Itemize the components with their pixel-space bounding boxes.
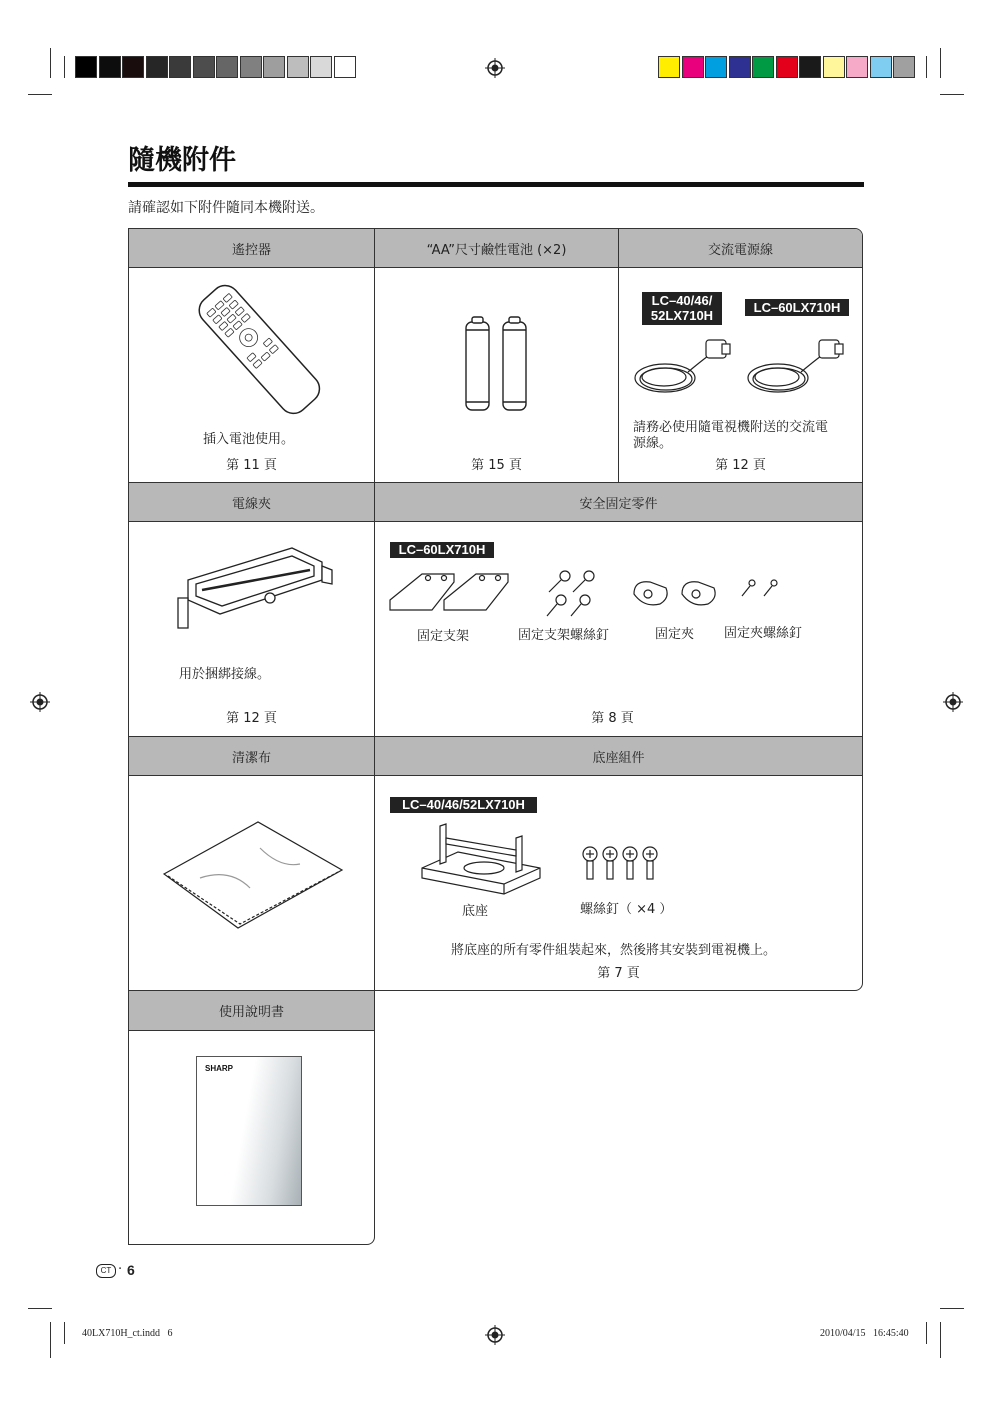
color-swatch [729,56,751,78]
clip-screw-label: 固定夾螺絲釘 [724,626,803,641]
page-number-sep: · [118,1262,123,1277]
clip-label: 固定夾 [655,627,695,642]
model-tag: LC–60LX710H [390,542,494,558]
header-safety-parts: 安全固定零件 [375,483,862,522]
color-swatch [122,56,144,78]
remote-note: 插入電池使用。 [203,432,295,447]
color-swatch [705,56,727,78]
crop-mark [940,1308,964,1309]
fixing-clip-image [630,574,720,610]
screw-icon [543,568,599,620]
crop-mark [64,1322,65,1344]
color-swatch [752,56,774,78]
page-number: 6 [127,1262,135,1278]
bracket-image [388,568,512,614]
bracket-screw-label: 固定支架螺絲釘 [518,628,610,643]
bracket-label: 固定支架 [417,629,470,644]
crop-mark [50,48,51,78]
crop-mark [926,56,927,78]
footer-filename: 40LX710H_ct.indd 6 [82,1328,173,1339]
header-manual: 使用說明書 [129,991,374,1031]
stand-image [418,818,544,898]
battery-image [462,316,532,412]
color-swatch [263,56,285,78]
model-tag: LC–40/46/ 52LX710H [642,292,722,325]
color-swatch [310,56,332,78]
manual-image [196,1056,302,1206]
color-swatch [870,56,892,78]
brand-logo: SHARP [205,1064,234,1073]
page-title: 隨機附件 [128,145,236,176]
stand-note: 將底座的所有零件組裝起來，然後將其安裝到電視機上。 [451,943,777,958]
registration-mark-icon [943,692,963,712]
color-swatch [334,56,356,78]
color-swatch [240,56,262,78]
crop-mark [50,1322,51,1358]
remote-control-image [188,278,328,418]
cleaning-cloth-image [160,818,346,934]
stand-page-ref: 第 7 頁 [597,966,640,981]
divider [374,229,375,482]
intro-text: 請確認如下附件隨同本機附送。 [128,200,324,216]
stand-screw-label: 螺絲釘（ ×4 ） [580,902,673,917]
color-swatch [823,56,845,78]
crop-mark [28,94,52,95]
color-swatch [682,56,704,78]
registration-mark-icon [485,58,505,78]
registration-mark-icon [485,1325,505,1345]
header-stand: 底座組件 [375,737,862,776]
language-badge: CT [96,1264,116,1278]
crop-mark [940,1322,941,1358]
power-cord-icon [743,332,848,402]
ac-cord-note: 請務必使用隨電視機附送的交流電 [633,420,829,435]
power-cord-icon [630,332,735,402]
divider [618,229,619,482]
stand-label: 底座 [462,904,489,919]
ac-cord-page-ref: 第 12 頁 [715,458,766,473]
registration-mark-icon [30,692,50,712]
color-swatch [287,56,309,78]
crop-mark [940,48,941,78]
safety-page-ref: 第 8 頁 [591,711,634,726]
header-battery: “AA”尺寸鹼性電池 (×2) [375,229,618,268]
color-swatch [75,56,97,78]
color-swatch [776,56,798,78]
title-rule [128,182,864,187]
crop-mark [64,56,65,78]
cable-clamp-image [172,540,334,636]
color-swatch [99,56,121,78]
crop-mark [926,1322,927,1344]
color-swatch [169,56,191,78]
cable-clamp-note: 用於捆綁接線。 [179,667,271,682]
color-swatch [216,56,238,78]
ac-cord-note: 源線。 [633,436,673,451]
model-tag: LC–40/46/52LX710H [390,797,537,813]
crop-mark [940,94,964,95]
header-remote: 遙控器 [129,229,374,268]
header-cable-clamp: 電線夾 [129,483,374,522]
footer-timestamp: 2010/04/15 16:45:40 [820,1328,909,1339]
color-swatch [193,56,215,78]
stand-screw-icon [578,845,662,883]
remote-page-ref: 第 11 頁 [226,458,277,473]
model-tag: LC–60LX710H [745,299,849,316]
crop-mark [28,1308,52,1309]
cable-clamp-page-ref: 第 12 頁 [226,711,277,726]
header-ac-cord: 交流電源線 [619,229,862,268]
small-screw-icon [736,578,782,600]
color-swatch [846,56,868,78]
color-swatch [799,56,821,78]
color-swatch [658,56,680,78]
color-swatch [893,56,915,78]
header-cleaning-cloth: 清潔布 [129,737,374,776]
color-swatch [146,56,168,78]
battery-page-ref: 第 15 頁 [471,458,522,473]
